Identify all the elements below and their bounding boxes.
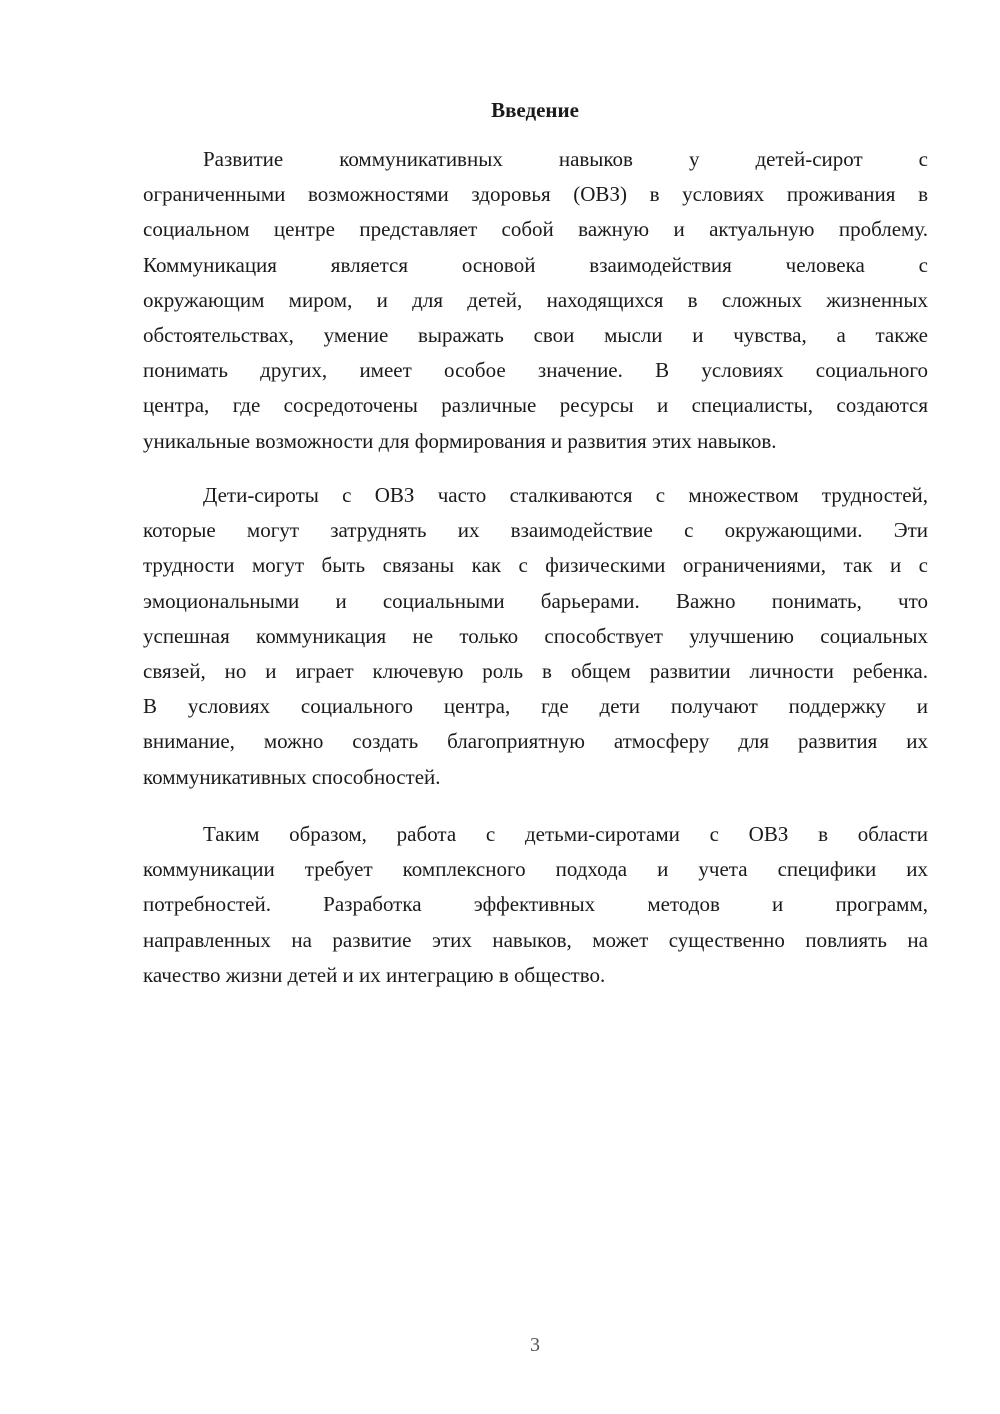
text-line: связей, но и играет ключевую роль в общем развитии личности ребенка. <box>143 658 928 683</box>
paragraph-1 <box>143 142 928 459</box>
text-line: которые могут затруднять их взаимодействие с окружающими. Эти <box>143 518 928 543</box>
text-line: коммуникативных способностей. <box>143 764 441 789</box>
section-title: Введение <box>491 98 579 122</box>
text-line: уникальные возможности для формирования и развития этих навыков. <box>143 428 777 453</box>
text-line: окружающим миром, и для детей, находящихся в сложных жизненных <box>143 287 928 312</box>
text-line: Коммуникация является основой взаимодействия человека с <box>143 252 928 277</box>
text-line: Дети-сироты с ОВЗ часто сталкиваются с множеством трудностей, <box>203 483 928 507</box>
text-line: Развитие коммуникативных навыков у детей-сирот с <box>203 147 928 171</box>
paragraph-3 <box>143 817 928 993</box>
text-line: качество жизни детей и их интеграцию в общество. <box>143 962 606 987</box>
text-line: В условиях социального центра, где дети получают поддержку и <box>143 694 928 719</box>
text-line: понимать других, имеет особое значение. В условиях социального <box>143 358 928 383</box>
text-line: центра, где сосредоточены различные ресурсы и специалисты, создаются <box>143 393 928 418</box>
text-line: внимание, можно создать благоприятную атмосферу для развития их <box>143 729 928 754</box>
text-line: потребностей. Разработка эффективных методов и программ, <box>143 892 928 917</box>
text-line: эмоциональными и социальными барьерами. Важно понимать, что <box>143 588 928 613</box>
text-line: ограниченными возможностями здоровья (ОВЗ) в условиях проживания в <box>143 182 928 207</box>
text-line: обстоятельствах, умение выражать свои мысли и чувства, а также <box>143 322 928 347</box>
page-number: 3 <box>530 1334 540 1356</box>
text-line: успешная коммуникация не только способствует улучшению социальных <box>143 623 928 648</box>
text-line: Таким образом, работа с детьми-сиротами с ОВЗ в области <box>203 822 928 846</box>
text-line: социальном центре представляет собой важную и актуальную проблему. <box>143 217 928 242</box>
text-line: коммуникации требует комплексного подхода и учета специфики их <box>143 857 928 882</box>
text-line: трудности могут быть связаны как с физическими ограничениями, так и с <box>143 553 928 578</box>
text-line: направленных на развитие этих навыков, может существенно повлиять на <box>143 927 928 952</box>
paragraph-2 <box>143 478 928 795</box>
